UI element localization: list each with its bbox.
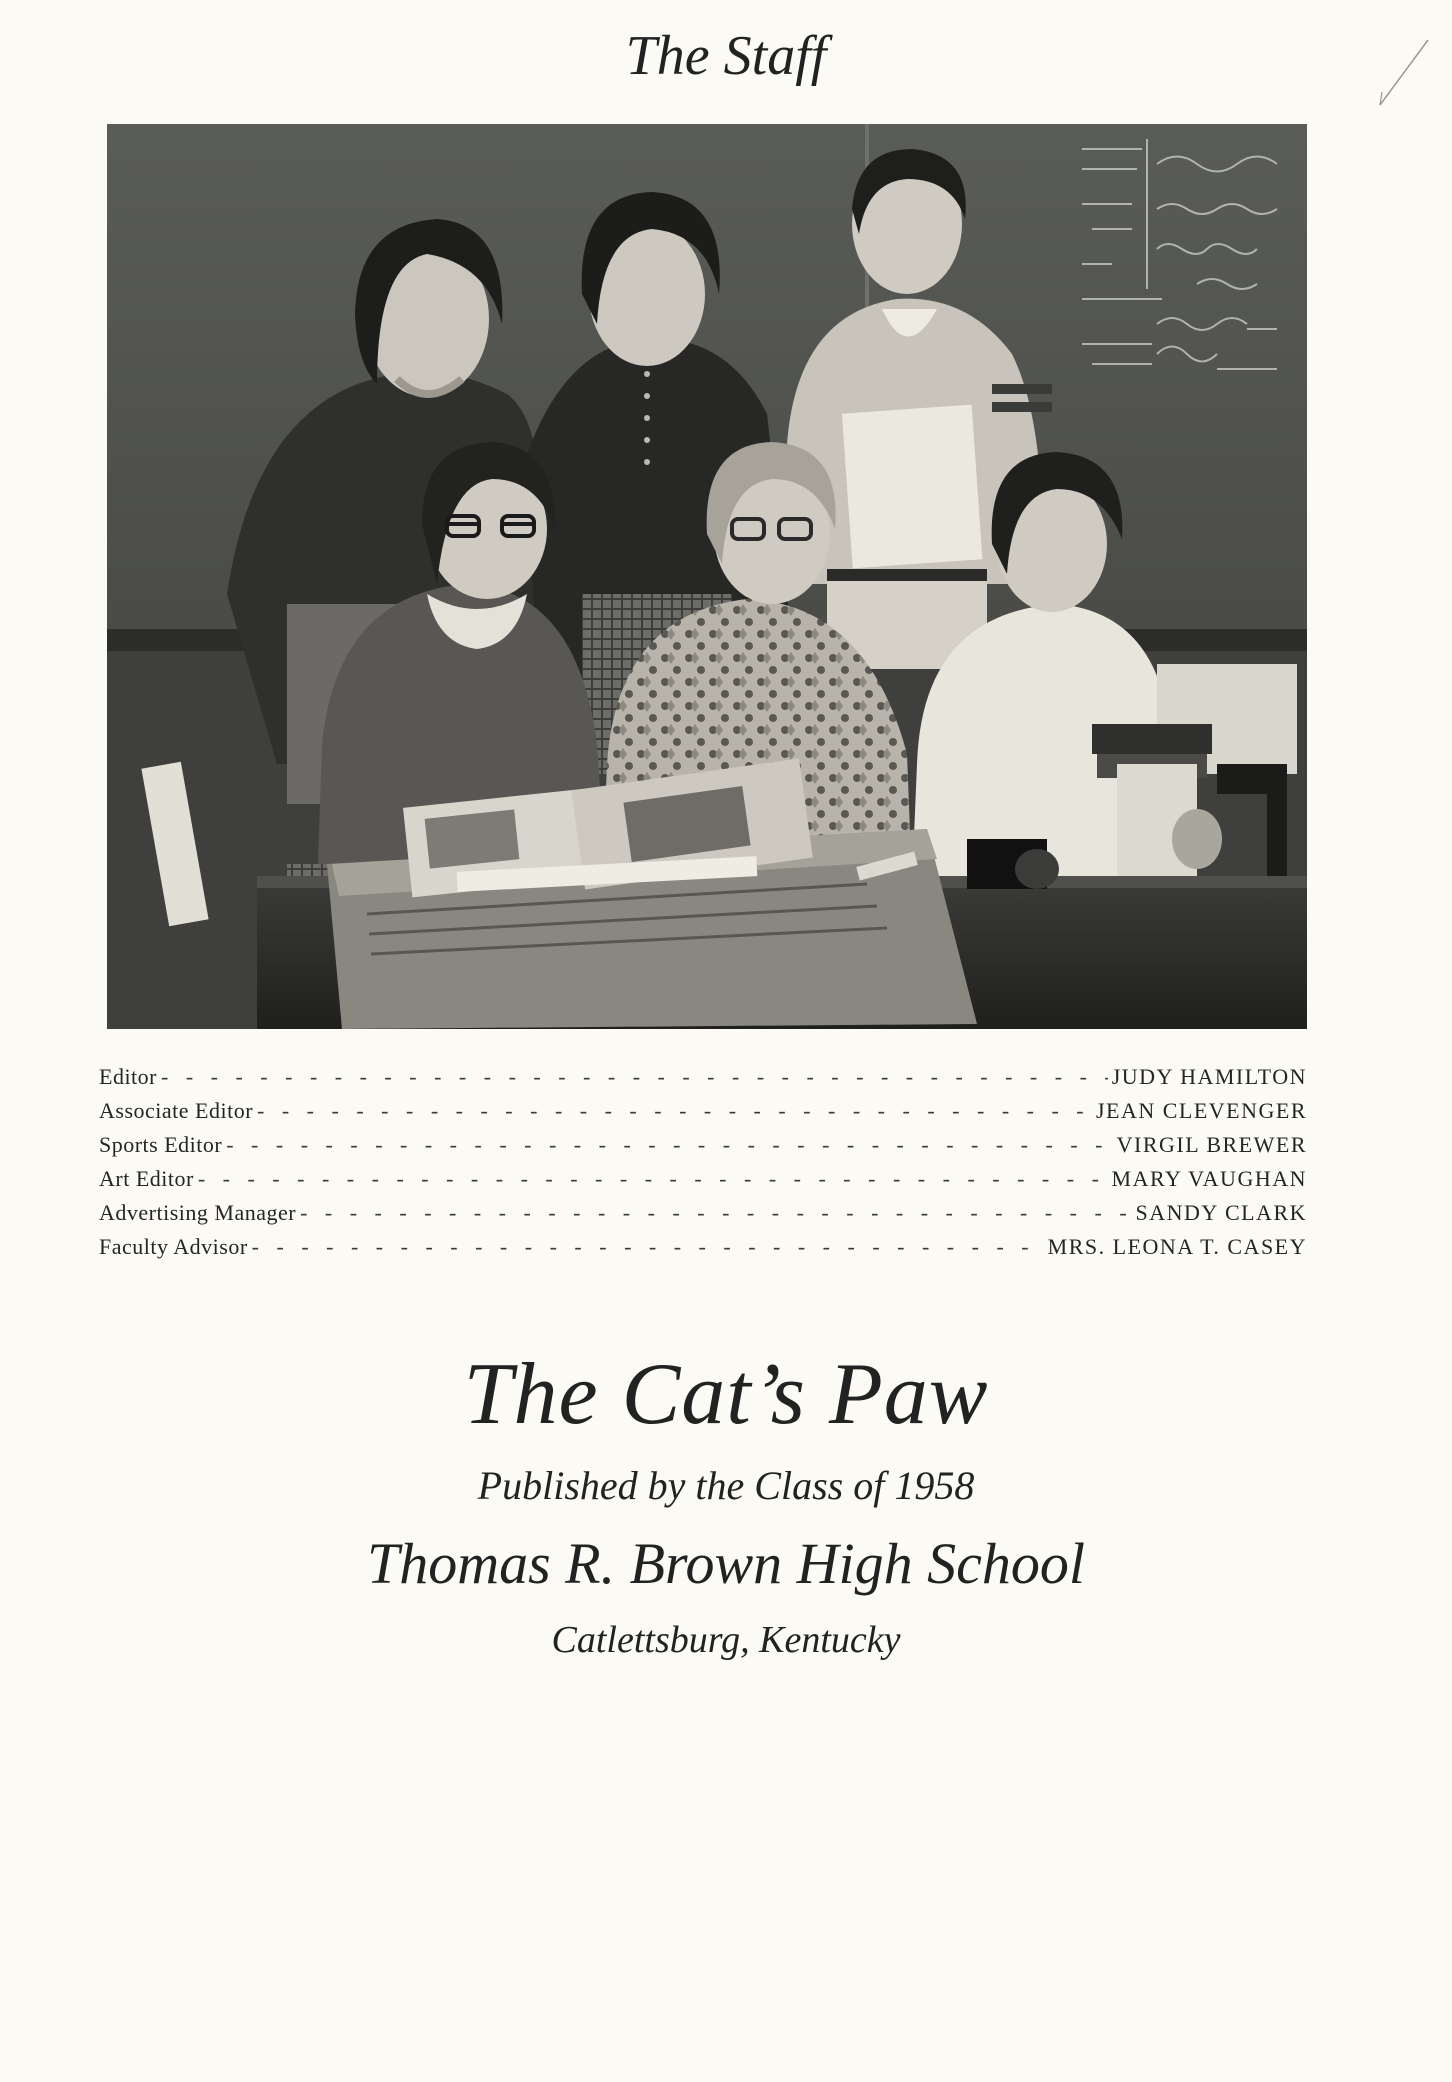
staff-name: MRS. LEONA T. CASEY xyxy=(1047,1234,1307,1259)
staff-row-sports-editor xyxy=(99,1132,1307,1166)
staff-role: Associate Editor xyxy=(99,1098,254,1123)
staff-name: SANDY CLARK xyxy=(1135,1200,1307,1225)
staff-group-photo xyxy=(107,124,1307,1029)
dotted-leader xyxy=(257,1098,1092,1124)
staff-name: VIRGIL BREWER xyxy=(1116,1132,1307,1157)
page-title: The Staff xyxy=(625,25,827,87)
staff-name: JUDY HAMILTON xyxy=(1111,1064,1307,1089)
staff-role: Editor xyxy=(99,1064,157,1089)
publisher-line: Published by the Class of 1958 xyxy=(477,1463,975,1508)
group-photo-icon xyxy=(107,124,1307,1029)
staff-name: MARY VAUGHAN xyxy=(1111,1166,1307,1191)
dotted-leader xyxy=(252,1234,1044,1260)
school-location: Catlettsburg, Kentucky xyxy=(551,1619,901,1661)
staff-role: Sports Editor xyxy=(99,1132,223,1157)
dotted-leader xyxy=(198,1166,1108,1192)
staff-name: JEAN CLEVENGER xyxy=(1095,1098,1307,1123)
staff-row-associate-editor xyxy=(99,1098,1307,1132)
staff-role: Advertising Manager xyxy=(99,1200,297,1225)
staff-row-editor xyxy=(99,1064,1307,1098)
school-name: Thomas R. Brown High School xyxy=(366,1531,1086,1596)
staff-row-faculty-advisor xyxy=(99,1234,1307,1268)
dotted-leader xyxy=(300,1200,1131,1226)
staff-role: Art Editor xyxy=(99,1166,194,1191)
staff-list xyxy=(99,1064,1307,1268)
pencil-mark-icon xyxy=(1372,30,1432,110)
staff-row-advertising-manager xyxy=(99,1200,1307,1234)
dotted-leader xyxy=(226,1132,1112,1158)
publication-block xyxy=(0,1340,1452,1668)
dotted-leader xyxy=(161,1064,1108,1090)
staff-row-art-editor xyxy=(99,1166,1307,1200)
staff-role: Faculty Advisor xyxy=(99,1234,248,1259)
yearbook-title: The Cat’s Paw xyxy=(463,1346,989,1443)
